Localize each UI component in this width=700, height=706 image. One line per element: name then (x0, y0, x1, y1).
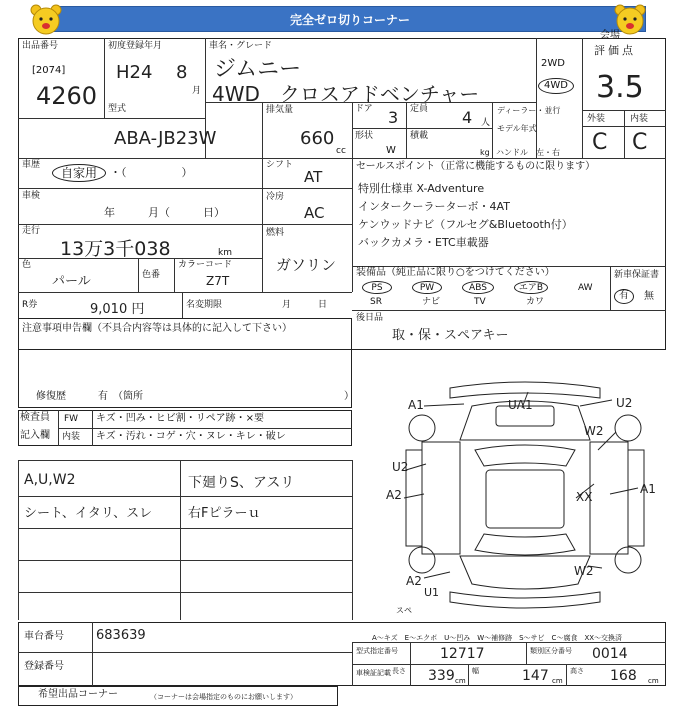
load-label: 積載 (410, 131, 429, 141)
exterior-label: 外装 (587, 114, 606, 124)
bear-mascot-icon (28, 2, 64, 38)
recycle-value: 9,010 円 (90, 302, 145, 317)
name-change-label: 名変期限 (186, 300, 223, 310)
shape-label: 形状 (355, 131, 374, 141)
venue-text: 会場 (600, 30, 620, 41)
km-unit: km (218, 248, 232, 258)
ac-label: 冷房 (266, 192, 285, 202)
car-name-label: 車名・グレード (209, 41, 273, 51)
damage-mark-u2-right: U2 (616, 396, 633, 410)
equip-abs: ABS (462, 281, 494, 294)
interior-grade: C (632, 130, 648, 155)
dimensions-label: 車検証記載 (356, 669, 391, 677)
doors-value: 3 (388, 108, 399, 127)
spare-tire-label: スペ (396, 606, 412, 615)
doors-label: ドア (355, 104, 373, 114)
equip-sr: SR (370, 297, 382, 307)
handle-label: ハンドル (496, 148, 528, 157)
sales-point-2: インタークーラーターボ・4AT (358, 200, 510, 213)
handwritten-note-3: 下廻りS、アスリ (188, 475, 295, 491)
inspection-value: 年 月（ 日） (104, 206, 225, 219)
length-value: 339 (428, 668, 455, 684)
accessories-label: 後日品 (356, 313, 384, 323)
equipment-label: 装備品（純正品に限り○をつけてください） (356, 267, 555, 278)
damage-mark-a1-left: A1 (408, 398, 424, 412)
sales-point-1: 特別仕様車 X-Adventure (358, 182, 485, 195)
damage-mark-ua1: UA1 (508, 398, 533, 412)
color-number-label: 色番 (142, 270, 161, 280)
equip-navi: ナビ (422, 297, 441, 307)
equip-pw: PW (412, 281, 442, 294)
color-label: 色 (22, 260, 32, 270)
repair-value: 有 （箇所 (98, 391, 143, 402)
dealer-label: ディーラー・並行 (497, 106, 561, 115)
class-label: 類別区分番号 (530, 647, 572, 655)
car-name: ジムニー (214, 57, 302, 82)
capacity-label: 定員 (410, 104, 429, 114)
wish-corner-label: 希望出品コーナー (38, 689, 118, 700)
equip-tv: TV (474, 297, 486, 307)
chassis-label: 車台番号 (24, 631, 64, 642)
lot-number: 4260 (36, 82, 98, 110)
model-year-label: モデル年式 (497, 124, 537, 133)
fw-items: キズ・凹み・ヒビ割・リペア跡・×要 (96, 413, 264, 424)
damage-legend: A～キズ E～エクボ U～凹み W～補修跡 S～サビ C～腐食 XX～交換済 (372, 634, 623, 642)
chassis-number: 683639 (96, 628, 146, 643)
damage-mark-u2-left: U2 (392, 460, 409, 474)
length-label: 長さ (392, 667, 406, 675)
handle-value: 左・右 (536, 148, 560, 157)
damage-mark-w2-rear: W2 (574, 564, 594, 578)
kg-unit: kg (480, 148, 490, 157)
exterior-grade: C (592, 130, 608, 155)
repair-label: 修復歴 (36, 391, 66, 402)
accessories-value: 取・保・スペアキー (392, 328, 509, 343)
damage-mark-a1-right: A1 (640, 482, 656, 496)
type-cert-number: 12717 (440, 646, 485, 662)
equip-ps: PS (362, 281, 392, 294)
recycle-label: R券 (22, 300, 38, 310)
handwritten-note-1: A,U,W2 (24, 472, 76, 488)
model-code: ABA-JB23W (114, 128, 217, 149)
damage-mark-a2-rear: A2 (406, 574, 422, 588)
person-unit: 人 (481, 118, 491, 128)
handwritten-note-4: 右Fピラーｕ (188, 506, 261, 521)
sales-point-4: バックカメラ・ETC車載器 (358, 236, 489, 249)
registration-label: 登録番号 (24, 661, 64, 672)
mileage-value: 13万3千038 (60, 238, 171, 260)
damage-mark-w2-right: W2 (584, 424, 604, 438)
first-registration-label: 初度登録年月 (108, 41, 163, 51)
interior-entry-label: 内装 (62, 432, 81, 442)
model-label: 型式 (108, 104, 127, 114)
damage-mark-u1: U1 (424, 586, 440, 599)
category-label: 車歴 (22, 160, 41, 170)
type-cert-label: 型式指定番号 (356, 647, 398, 655)
cm-unit: cm (648, 677, 659, 685)
shape-value: W (386, 145, 396, 156)
notes-area (18, 318, 352, 408)
equip-aw: AW (578, 283, 593, 293)
lot-number-label: 出品番号 (22, 41, 59, 51)
sales-point-3: ケンウッドナビ（フルセグ&Bluetooth付） (358, 218, 573, 231)
interior-items: キズ・汚れ・コゲ・穴・ヌレ・キレ・破レ (96, 431, 286, 442)
car-grade: 4WD クロスアドベンチャー (212, 82, 480, 106)
shift-value: AT (304, 168, 323, 186)
displacement-label: 排気量 (266, 105, 294, 115)
category-circled: 自家用 (52, 164, 106, 182)
handwritten-note-2: シート、イタリ、スレ (24, 506, 153, 521)
registration-era-year: H24 (116, 62, 153, 83)
cm-unit: cm (552, 677, 563, 685)
month-unit: 月 (192, 86, 202, 96)
entry-label: 記入欄 (20, 430, 50, 441)
interior-label: 内装 (630, 114, 649, 124)
equip-airbag: エアB (514, 281, 548, 294)
width-value: 147 (522, 668, 549, 684)
warranty-no: 無 (644, 291, 654, 302)
registration-month: 8 (176, 62, 188, 83)
notes-label: 注意事項申告欄（不具合内容等は具体的に記入して下さい） (22, 323, 292, 334)
drive-4wd-circled: 4WD (538, 78, 574, 94)
color-value: パール (52, 274, 91, 289)
warranty-yes: 有 (614, 289, 634, 304)
height-value: 168 (610, 668, 637, 684)
inspector-label: 検査員 (20, 412, 50, 423)
equip-leather: カワ (526, 297, 545, 307)
height-label: 高さ (570, 667, 584, 675)
color-code-value: Z7T (206, 274, 230, 288)
fw-label: FW (64, 414, 79, 424)
lot-small-number: [2074] (32, 65, 66, 76)
banner-title: 完全ゼロ切りコーナー (289, 13, 410, 27)
wish-corner-note: （コーナーは会場指定のものにお願いします） (150, 693, 297, 701)
damage-mark-xx: XX (576, 490, 593, 504)
repair-close: ） (344, 391, 354, 402)
class-number: 0014 (592, 646, 628, 662)
new-warranty-label: 新車保証書 (614, 270, 660, 280)
fuel-label: 燃料 (266, 228, 285, 238)
score-value: 3.5 (596, 70, 644, 105)
inspection-label: 車検 (22, 191, 41, 201)
shift-label: シフト (266, 160, 294, 170)
drive-2wd: 2WD (541, 58, 565, 69)
color-code-label: カラーコード (178, 260, 233, 270)
cc-unit: cc (336, 146, 346, 156)
category-rest: ・（ ） (110, 166, 193, 179)
capacity-value: 4 (462, 108, 473, 127)
name-change-value: 月 日 (282, 300, 328, 310)
fuel-value: ガソリン (276, 256, 337, 274)
damage-mark-a2-left: A2 (386, 488, 402, 502)
displacement-value: 660 (300, 128, 335, 149)
sales-point-label: セールスポイント（正常に機能するものに限ります） (356, 161, 596, 172)
score-label: 評価点 (594, 44, 636, 57)
cm-unit: cm (455, 677, 466, 685)
width-label: 幅 (472, 667, 479, 675)
ac-value: AC (304, 204, 325, 222)
mileage-label: 走行 (22, 226, 41, 236)
